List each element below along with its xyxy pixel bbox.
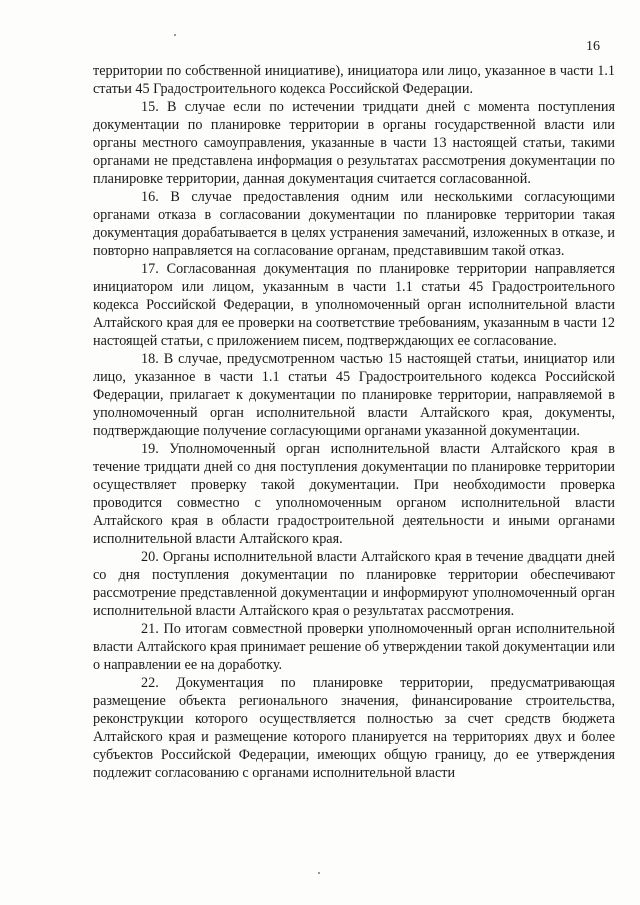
paragraph-20: 20. Органы исполнительной власти Алтайского края в течение двадцати дней со дня поступления документации по планировке территории обеспечивают рассмотрение представленной документации и информируют уполномоченный орган исполнительной власти Алтайского края о результатах рассмотрения. [93, 549, 615, 619]
paragraph-19: 19. Уполномоченный орган исполнительной власти Алтайского края в течение тридцати дней со дня поступления документации по планировке территории осуществляет проверку такой документации. При необходимости проверка проводится совместно с уполномоченным органом исполнительной власти Алтайского края в области градостроительной деятельности и иными органами исполнительной власти Алтайского края. [93, 441, 615, 547]
scan-speck [174, 34, 176, 36]
page-number: 16 [586, 39, 600, 54]
paragraph-continuation: территории по собственной инициативе), инициатора или лицо, указанное в части 1.1 статьи 45 Градостроительного кодекса Российской Федерации. [93, 63, 615, 97]
paragraph-22: 22. Документация по планировке территории, предусматривающая размещение объекта регионального значения, финансирование строительства, реконструкции которого осуществляется полностью за счет средств бюджета Алтайского края и размещение которого планируется на территориях двух и более субъектов Российской Федерации, имеющих общую границу, до ее утверждения подлежит согласованию с органами исполнительной власти [93, 675, 615, 781]
paragraph-17: 17. Согласованная документация по планировке территории направляется инициатором или лицом, указанным в части 1.1 статьи 45 Градостроительного кодекса Российской Федерации, в уполномоченный орган исполнительной власти Алтайского края для ее проверки на соответствие требованиям, указанным в части 12 настоящей статьи, с приложением писем, подтверждающих ее согласование. [93, 261, 615, 349]
document-body [93, 62, 615, 782]
scan-speck [318, 872, 320, 874]
paragraph-15: 15. В случае если по истечении тридцати дней с момента поступления документации по планировке территории в органы государственной власти или органы местного самоуправления, указанные в части 13 настоящей статьи, такими органами не представлена информация о результатах рассмотрения документации по планировке территории, данная документация считается согласованной. [93, 99, 615, 187]
paragraph-21: 21. По итогам совместной проверки уполномоченный орган исполнительной власти Алтайского края принимает решение об утверждении такой документации или о направлении ее на доработку. [93, 621, 615, 673]
paragraph-18: 18. В случае, предусмотренном частью 15 настоящей статьи, инициатор или лицо, указанное в части 1.1 статьи 45 Градостроительного кодекса Российской Федерации, прилагает к документации по планировке территории, направляемой в уполномоченный орган исполнительной власти Алтайского края, документы, подтверждающие получение согласующими органами указанной документации. [93, 351, 615, 439]
paragraph-16: 16. В случае предоставления одним или несколькими согласующими органами отказа в согласовании документации по планировке территории такая документация дорабатывается в целях устранения замечаний, изложенных в отказе, и повторно направляется на согласование органам, представившим такой отказ. [93, 189, 615, 259]
